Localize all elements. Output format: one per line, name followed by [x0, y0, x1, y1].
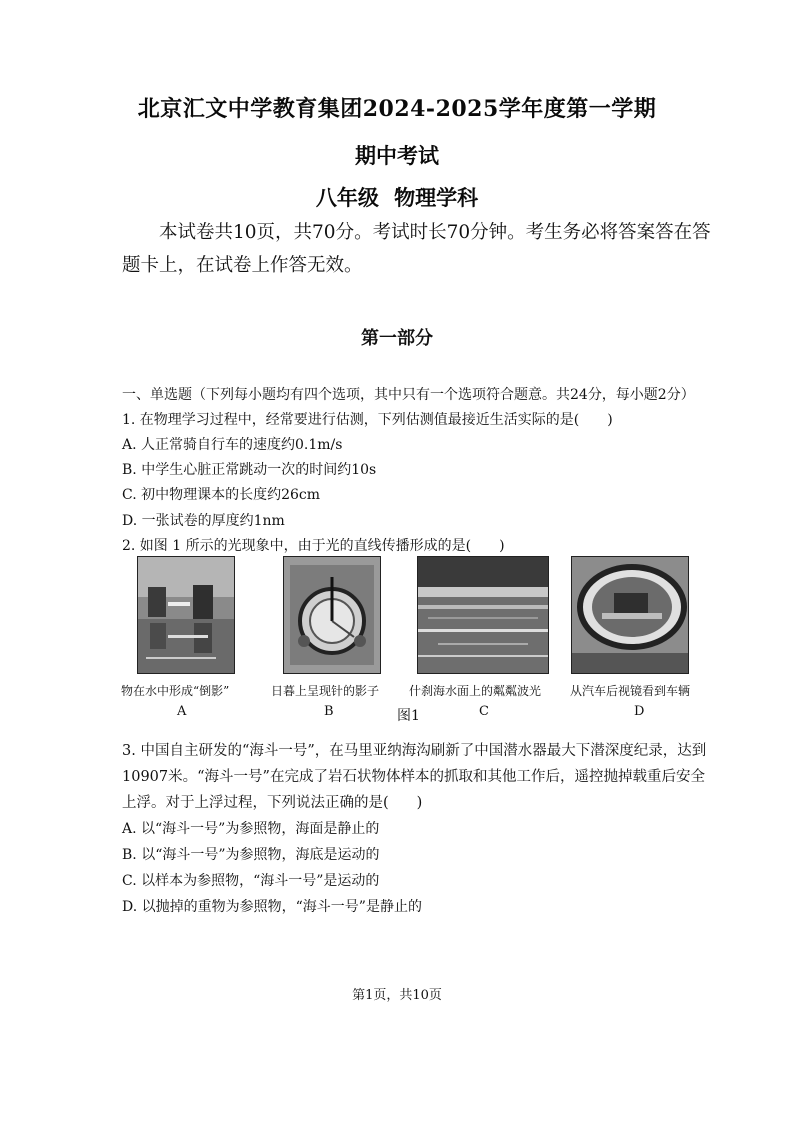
question-1-option-b: B. 中学生心脏正常跳动一次的时间约10s: [122, 462, 377, 478]
question-3-option-a: A. 以“海斗一号”为参照物，海面是静止的: [122, 821, 380, 837]
figure-caption-d: 从汽车后视镜看到车辆: [570, 684, 691, 698]
question-3-option-d: D. 以抛掉的重物为参照物，“海斗一号”是静止的: [122, 899, 422, 915]
page-footer: 第1页，共10页: [352, 988, 442, 1003]
exam-subtitle: 期中考试: [355, 143, 439, 168]
exam-instructions: 本试卷共10页，共70分。考试时长70分钟。考生务必将答案答在答题卡上，在试卷上作答无效。: [122, 222, 711, 276]
question-3-text: 3. 中国自主研发的“海斗一号”，在马里亚纳海沟刷新了中国潜水器最大下潜深度纪录，达到10907米。“海斗一号”在完成了岩石状物体样本的抓取和其他工作后，遥控抛掉载重后安全上浮。对于上浮过程，下列说法正确的是(: [122, 743, 707, 811]
figure-letter-c: C: [479, 704, 489, 719]
question-3-option-b: B. 以“海斗一号”为参照物，海底是运动的: [122, 847, 380, 863]
question-3-stem: [122, 738, 716, 816]
question-3-bracket-end: ): [416, 795, 423, 811]
figure-letter-a: A: [177, 704, 187, 719]
question-1-text: 1. 在物理学习过程中，经常要进行估测，下列估测值最接近生活实际的是(: [122, 412, 580, 428]
figure-image-b: [283, 556, 381, 674]
figure-caption-b: 日暮上呈现针的影子: [271, 684, 380, 698]
grade-subject: 八年级 物理学科: [315, 185, 479, 210]
question-1-option-a: A. 人正常骑自行车的速度约0.1m/s: [122, 437, 343, 453]
question-2-bracket-end: ): [499, 538, 505, 554]
question-1-option-c: C. 初中物理课本的长度约26cm: [122, 487, 321, 503]
figure-letter-b: B: [324, 704, 334, 719]
exam-title: 北京汇文中学教育集团2024-2025学年度第一学期: [137, 96, 657, 122]
section-title: 第一部分: [361, 328, 433, 349]
question-1-option-d: D. 一张试卷的厚度约1nm: [122, 513, 285, 529]
question-2-stem: [122, 535, 505, 555]
part1-heading: 一、单选题（下列每小题均有四个选项，其中只有一个选项符合题意。共24分，每小题2分）: [122, 387, 695, 403]
figure-label: 图1: [397, 708, 420, 724]
figure-image-d: [571, 556, 689, 674]
question-1-bracket-end: ): [607, 412, 613, 428]
question-2-text: 2. 如图 1 所示的光现象中，由于光的直线传播形成的是(: [122, 538, 472, 554]
figure-letter-d: D: [634, 704, 645, 719]
figure-caption-c: 什刹海水面上的粼粼波光: [409, 684, 542, 698]
question-3-option-c: C. 以样本为参照物，“海斗一号”是运动的: [122, 873, 380, 889]
figure-image-c: [417, 556, 549, 674]
figure-caption-a: 物在水中形成“倒影”: [121, 684, 230, 698]
question-1-stem: [122, 409, 613, 429]
figure-image-a: [137, 556, 235, 674]
